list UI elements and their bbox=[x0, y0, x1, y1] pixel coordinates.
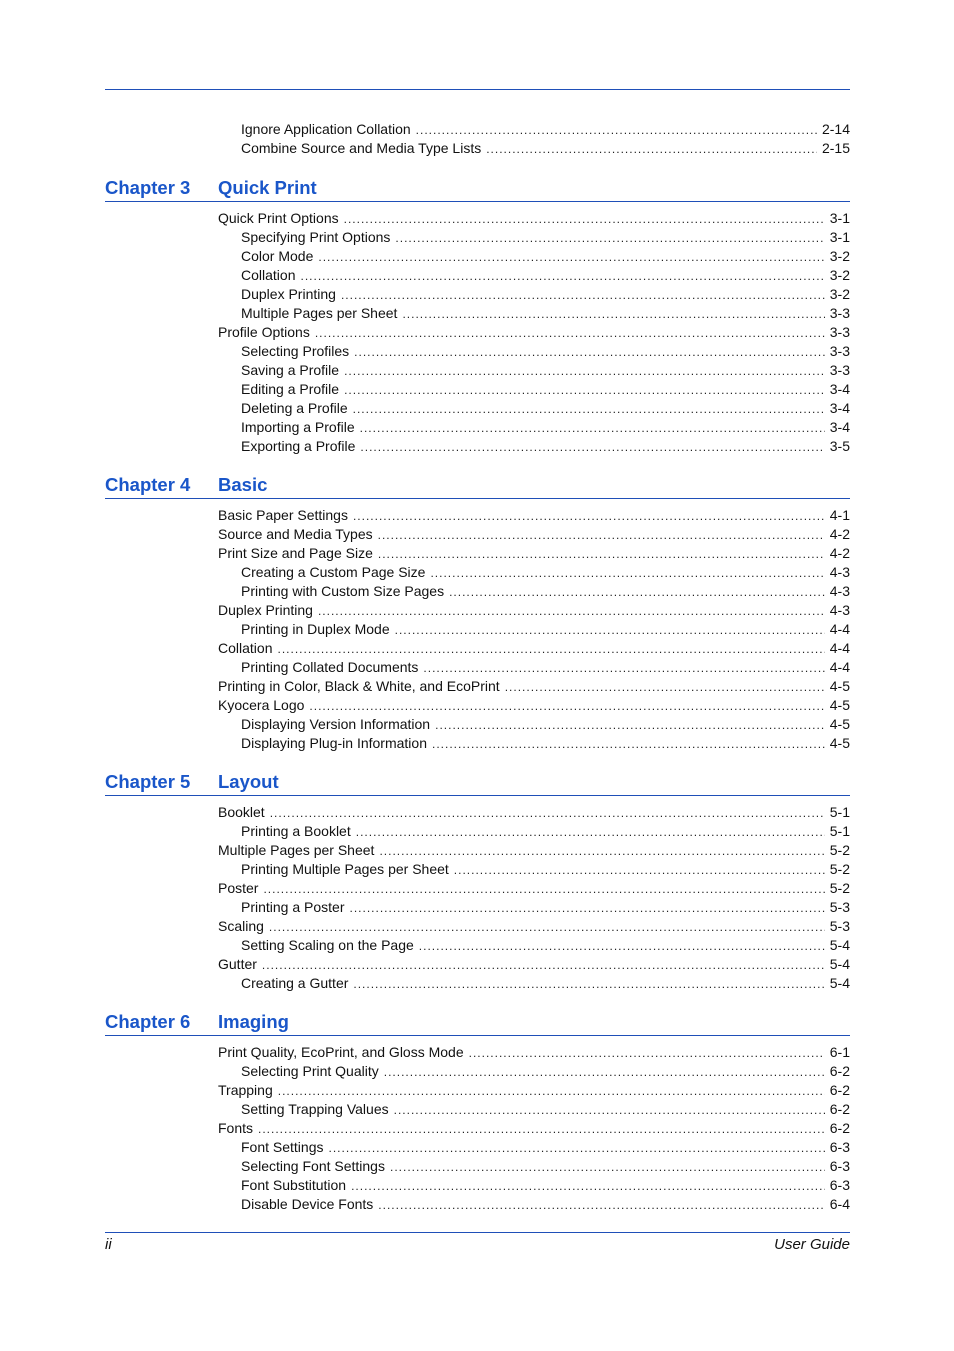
toc-entry-title: Duplex Printing bbox=[218, 602, 313, 618]
toc-entry-page: 4-5 bbox=[829, 678, 850, 694]
toc-entry-page: 3-1 bbox=[829, 229, 850, 245]
toc-entry-page: 4-4 bbox=[829, 621, 850, 637]
toc-entry[interactable] bbox=[241, 974, 850, 993]
toc-entry-title: Creating a Custom Page Size bbox=[241, 564, 426, 580]
dot-leader bbox=[379, 842, 824, 861]
toc-entry-page: 4-5 bbox=[829, 716, 850, 732]
toc-entry-page: 3-1 bbox=[829, 210, 850, 226]
dot-leader bbox=[395, 229, 824, 248]
dot-leader bbox=[354, 343, 825, 362]
toc-entry-page: 6-2 bbox=[829, 1063, 850, 1079]
toc-entry-title: Disable Device Fonts bbox=[241, 1196, 374, 1212]
toc-entry-title: Printing a Booklet bbox=[241, 823, 351, 839]
prelude-list bbox=[105, 120, 850, 158]
toc-entry[interactable] bbox=[218, 879, 850, 898]
toc-entry[interactable] bbox=[218, 841, 850, 860]
dot-leader bbox=[360, 419, 825, 438]
dot-leader bbox=[378, 1196, 824, 1215]
dot-leader bbox=[395, 621, 825, 640]
dot-leader bbox=[423, 659, 824, 678]
toc-entry[interactable] bbox=[241, 1195, 850, 1214]
toc-entry[interactable] bbox=[218, 1119, 850, 1138]
toc-entry[interactable] bbox=[241, 285, 850, 304]
toc-entry-title: Print Quality, EcoPrint, and Gloss Mode bbox=[218, 1044, 464, 1060]
toc-entry-title: Duplex Printing bbox=[241, 286, 336, 302]
toc-entry-page: 2-15 bbox=[821, 140, 850, 156]
dot-leader bbox=[344, 362, 825, 381]
dot-leader bbox=[315, 324, 825, 343]
toc-entry-page: 4-2 bbox=[829, 526, 850, 542]
toc-entry-page: 2-14 bbox=[821, 121, 850, 137]
chapter-section bbox=[105, 472, 850, 753]
toc-entry-title: Specifying Print Options bbox=[241, 229, 391, 245]
dot-leader bbox=[430, 564, 824, 583]
toc-entry-page: 5-4 bbox=[829, 937, 850, 953]
toc-entry-page: 5-1 bbox=[829, 823, 850, 839]
toc-entry-page: 3-3 bbox=[829, 305, 850, 321]
toc-entry-page: 3-2 bbox=[829, 248, 850, 264]
toc-list bbox=[105, 1043, 850, 1214]
toc-entry-page: 6-3 bbox=[829, 1139, 850, 1155]
toc-entry-page: 6-2 bbox=[829, 1120, 850, 1136]
toc-entry[interactable] bbox=[241, 247, 850, 266]
toc-entry-title: Print Size and Page Size bbox=[218, 545, 373, 561]
toc-entry-title: Multiple Pages per Sheet bbox=[241, 305, 398, 321]
toc-entry-page: 6-2 bbox=[829, 1101, 850, 1117]
chapter-number[interactable]: Chapter 4 bbox=[105, 474, 191, 495]
toc-entry[interactable] bbox=[218, 803, 850, 822]
footer-document-title: User Guide bbox=[774, 1236, 850, 1253]
toc-entry-title: Setting Trapping Values bbox=[241, 1101, 389, 1117]
toc-entry-title: Setting Scaling on the Page bbox=[241, 937, 414, 953]
chapter-number[interactable]: Chapter 3 bbox=[105, 177, 191, 198]
toc-entry-title: Printing Multiple Pages per Sheet bbox=[241, 861, 449, 877]
dot-leader bbox=[309, 697, 824, 716]
toc-entry-title: Trapping bbox=[218, 1082, 273, 1098]
toc-entry-title: Gutter bbox=[218, 956, 257, 972]
chapter-number[interactable]: Chapter 5 bbox=[105, 771, 191, 792]
toc-entry[interactable] bbox=[218, 955, 850, 974]
toc-entry-title: Exporting a Profile bbox=[241, 438, 356, 454]
toc-entry-page: 3-2 bbox=[829, 267, 850, 283]
toc-entry[interactable] bbox=[241, 898, 850, 917]
toc-entry[interactable] bbox=[218, 1043, 850, 1062]
toc-entry-page: 3-3 bbox=[829, 343, 850, 359]
chapter-heading bbox=[105, 769, 850, 796]
toc-entry[interactable] bbox=[241, 139, 850, 158]
toc-entry-page: 5-2 bbox=[829, 880, 850, 896]
toc-entry-page: 6-3 bbox=[829, 1177, 850, 1193]
toc-entry[interactable] bbox=[241, 120, 850, 139]
toc-entry-title: Displaying Plug-in Information bbox=[241, 735, 427, 751]
toc-list bbox=[105, 209, 850, 456]
dot-leader bbox=[258, 1120, 825, 1139]
toc-entry[interactable] bbox=[218, 696, 850, 715]
dot-leader bbox=[300, 267, 824, 286]
toc-entry[interactable] bbox=[241, 266, 850, 285]
toc-entry-title: Quick Print Options bbox=[218, 210, 339, 226]
toc-entry-page: 5-4 bbox=[829, 956, 850, 972]
toc-entry-title: Fonts bbox=[218, 1120, 254, 1136]
footer-page-number: ii bbox=[105, 1236, 112, 1253]
toc-entry-page: 6-3 bbox=[829, 1158, 850, 1174]
dot-leader bbox=[351, 1177, 825, 1196]
toc-entry[interactable] bbox=[241, 582, 850, 601]
toc-entry[interactable] bbox=[241, 1138, 850, 1157]
toc-entry[interactable] bbox=[218, 639, 850, 658]
dot-leader bbox=[353, 400, 825, 419]
dot-leader bbox=[270, 804, 825, 823]
chapter-title[interactable]: Imaging bbox=[218, 1011, 289, 1032]
toc-entry[interactable] bbox=[241, 228, 850, 247]
toc-entry-page: 6-1 bbox=[829, 1044, 850, 1060]
toc-entry[interactable] bbox=[241, 342, 850, 361]
toc-entry[interactable] bbox=[218, 1081, 850, 1100]
toc-entry[interactable] bbox=[241, 658, 850, 677]
toc-entry-title: Font Substitution bbox=[241, 1177, 347, 1193]
toc-entry[interactable] bbox=[241, 380, 850, 399]
toc-entry-title: Deleting a Profile bbox=[241, 400, 348, 416]
chapter-section bbox=[105, 769, 850, 993]
dot-leader bbox=[353, 507, 825, 526]
dot-leader bbox=[416, 121, 817, 140]
toc-entry[interactable] bbox=[218, 506, 850, 525]
toc-entry-page: 5-2 bbox=[829, 842, 850, 858]
toc-entry-title: Selecting Profiles bbox=[241, 343, 350, 359]
toc-entry-title: Ignore Application Collation bbox=[241, 121, 411, 137]
toc-entry-page: 6-2 bbox=[829, 1082, 850, 1098]
dot-leader bbox=[318, 602, 825, 621]
dot-leader bbox=[432, 735, 825, 754]
dot-leader bbox=[269, 918, 825, 937]
toc-entry-title: Editing a Profile bbox=[241, 381, 340, 397]
toc-entry-page: 6-4 bbox=[829, 1196, 850, 1212]
dot-leader bbox=[262, 956, 825, 975]
toc-entry-title: Source and Media Types bbox=[218, 526, 373, 542]
toc-entry-title: Font Settings bbox=[241, 1139, 324, 1155]
chapter-section bbox=[105, 1009, 850, 1214]
dot-leader bbox=[402, 305, 824, 324]
toc-entry-title: Scaling bbox=[218, 918, 264, 934]
dot-leader bbox=[344, 381, 825, 400]
toc-entry-title: Selecting Print Quality bbox=[241, 1063, 379, 1079]
toc-entry-title: Selecting Font Settings bbox=[241, 1158, 385, 1174]
dot-leader bbox=[469, 1044, 825, 1063]
toc-entry[interactable] bbox=[241, 620, 850, 639]
toc-entry-title: Saving a Profile bbox=[241, 362, 340, 378]
toc-entry-title: Profile Options bbox=[218, 324, 310, 340]
toc-entry-page: 3-5 bbox=[829, 438, 850, 454]
toc-entry-page: 4-3 bbox=[829, 602, 850, 618]
toc-entry-page: 4-3 bbox=[829, 564, 850, 580]
footer-rule bbox=[105, 1232, 850, 1233]
toc-entry[interactable] bbox=[241, 1100, 850, 1119]
dot-leader bbox=[356, 823, 825, 842]
chapter-number[interactable]: Chapter 6 bbox=[105, 1011, 191, 1032]
toc-entry[interactable] bbox=[241, 734, 850, 753]
toc-entry[interactable] bbox=[241, 399, 850, 418]
toc-prelude bbox=[105, 120, 850, 158]
toc-entry-title: Creating a Gutter bbox=[241, 975, 349, 991]
toc-entry[interactable] bbox=[241, 361, 850, 380]
toc-entry-page: 5-4 bbox=[829, 975, 850, 991]
dot-leader bbox=[454, 861, 825, 880]
toc-entry-title: Printing in Duplex Mode bbox=[241, 621, 390, 637]
dot-leader bbox=[278, 1082, 825, 1101]
toc-entry[interactable] bbox=[218, 544, 850, 563]
chapter-heading bbox=[105, 1009, 850, 1036]
toc-entry-page: 3-3 bbox=[829, 362, 850, 378]
toc-entry-page: 5-1 bbox=[829, 804, 850, 820]
toc-entry[interactable] bbox=[218, 601, 850, 620]
toc-entry-page: 3-4 bbox=[829, 419, 850, 435]
toc-entry-page: 4-1 bbox=[829, 507, 850, 523]
toc-list bbox=[105, 506, 850, 753]
toc-entry-title: Kyocera Logo bbox=[218, 697, 305, 713]
dot-leader bbox=[318, 248, 824, 267]
toc-entry-title: Multiple Pages per Sheet bbox=[218, 842, 375, 858]
dot-leader bbox=[449, 583, 825, 602]
chapter-heading bbox=[105, 472, 850, 499]
toc-entry[interactable] bbox=[241, 563, 850, 582]
toc-entry-page: 3-4 bbox=[829, 381, 850, 397]
toc-entry-title: Color Mode bbox=[241, 248, 314, 264]
dot-leader bbox=[486, 140, 817, 159]
dot-leader bbox=[341, 286, 825, 305]
toc-entry-page: 5-3 bbox=[829, 918, 850, 934]
toc-entry[interactable] bbox=[218, 209, 850, 228]
toc-entry-title: Displaying Version Information bbox=[241, 716, 431, 732]
chapter-heading bbox=[105, 175, 850, 202]
toc-entry-title: Printing with Custom Size Pages bbox=[241, 583, 445, 599]
toc-entry[interactable] bbox=[241, 715, 850, 734]
toc-entry-title: Importing a Profile bbox=[241, 419, 355, 435]
toc-entry[interactable] bbox=[218, 323, 850, 342]
toc-entry-page: 3-3 bbox=[829, 324, 850, 340]
toc-entry-title: Printing Collated Documents bbox=[241, 659, 419, 675]
toc-entry[interactable] bbox=[241, 418, 850, 437]
chapter-title[interactable]: Basic bbox=[218, 474, 268, 495]
dot-leader bbox=[435, 716, 825, 735]
toc-entry[interactable] bbox=[241, 437, 850, 456]
toc-entry[interactable] bbox=[241, 1062, 850, 1081]
chapter-title[interactable]: Quick Print bbox=[218, 177, 317, 198]
dot-leader bbox=[384, 1063, 825, 1082]
toc-entry[interactable] bbox=[218, 917, 850, 936]
toc-entry[interactable] bbox=[241, 936, 850, 955]
chapter-title[interactable]: Layout bbox=[218, 771, 279, 792]
toc-entry-page: 4-2 bbox=[829, 545, 850, 561]
dot-leader bbox=[390, 1158, 825, 1177]
dot-leader bbox=[277, 640, 824, 659]
toc-entry[interactable] bbox=[218, 525, 850, 544]
toc-entry[interactable] bbox=[241, 1157, 850, 1176]
dot-leader bbox=[350, 899, 825, 918]
toc-entry[interactable] bbox=[241, 860, 850, 879]
dot-leader bbox=[263, 880, 824, 899]
header-rule bbox=[105, 89, 850, 90]
dot-leader bbox=[505, 678, 825, 697]
toc-entry-title: Booklet bbox=[218, 804, 265, 820]
toc-entry-page: 5-2 bbox=[829, 861, 850, 877]
dot-leader bbox=[419, 937, 825, 956]
dot-leader bbox=[353, 975, 824, 994]
toc-entry[interactable] bbox=[241, 1176, 850, 1195]
toc-entry-title: Combine Source and Media Type Lists bbox=[241, 140, 482, 156]
toc-entry-title: Basic Paper Settings bbox=[218, 507, 348, 523]
toc-entry-page: 4-3 bbox=[829, 583, 850, 599]
toc-entry-title: Poster bbox=[218, 880, 259, 896]
dot-leader bbox=[378, 545, 825, 564]
dot-leader bbox=[360, 438, 824, 457]
toc-entry-page: 3-4 bbox=[829, 400, 850, 416]
toc-entry-title: Printing in Color, Black & White, and EcoPrint bbox=[218, 678, 500, 694]
toc-entry-title: Printing a Poster bbox=[241, 899, 345, 915]
toc-entry-page: 4-4 bbox=[829, 640, 850, 656]
dot-leader bbox=[378, 526, 825, 545]
dot-leader bbox=[329, 1139, 825, 1158]
toc-list bbox=[105, 803, 850, 993]
toc-entry-title: Collation bbox=[241, 267, 296, 283]
toc-entry[interactable] bbox=[241, 822, 850, 841]
toc-entry-page: 4-5 bbox=[829, 697, 850, 713]
dot-leader bbox=[344, 210, 825, 229]
toc-entry-page: 3-2 bbox=[829, 286, 850, 302]
toc-entry-page: 4-5 bbox=[829, 735, 850, 751]
toc-entry-page: 4-4 bbox=[829, 659, 850, 675]
chapter-section bbox=[105, 175, 850, 456]
toc-entry[interactable] bbox=[241, 304, 850, 323]
toc-entry-title: Collation bbox=[218, 640, 273, 656]
dot-leader bbox=[394, 1101, 825, 1120]
toc-entry-page: 5-3 bbox=[829, 899, 850, 915]
toc-entry[interactable] bbox=[218, 677, 850, 696]
